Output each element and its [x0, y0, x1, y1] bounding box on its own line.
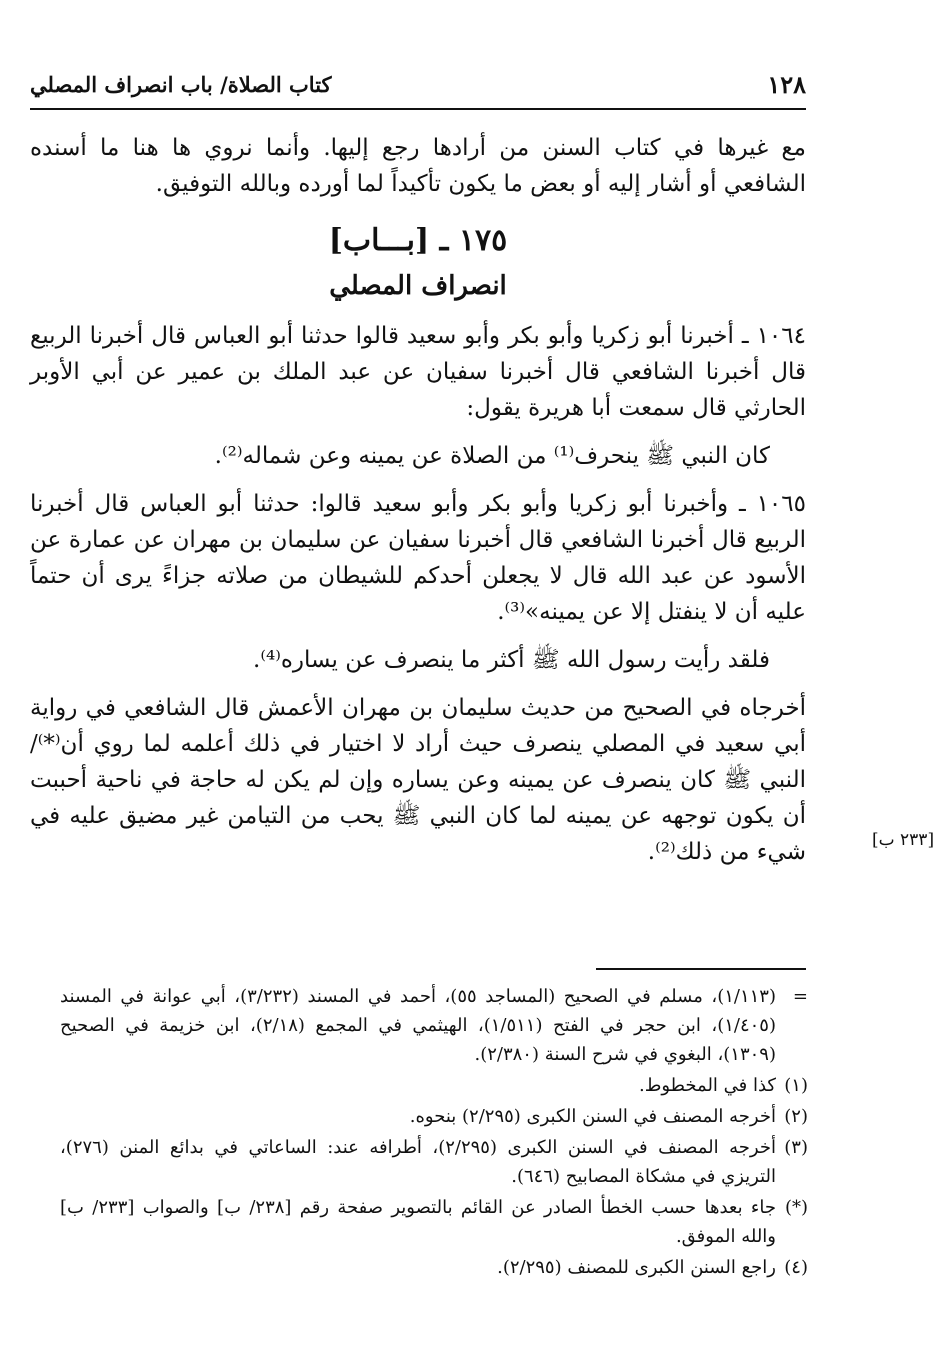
footnote-text: (١/١١٣)، مسلم في الصحيح (المساجد ٥٥)، أحمد في المسند (٣/٢٣٢)، أبي عوانة في المسند (١/٤٠٥)، ابن حجر في الفتح (١/٥١١)، الهيثمي في المجمع (٢/١٨)، ابن خزيمة في الصحيح (١٣٠٩)، البغوي في شرح السنة (٢/٣٨٠). [60, 986, 776, 1065]
footnote-mark: (١) [784, 1075, 808, 1096]
page-number: ١٢٨ [767, 70, 806, 99]
footnote-separator [596, 968, 806, 970]
footnote-item [60, 1133, 808, 1191]
footnote-item [60, 1102, 808, 1131]
footnote-mark: (٣) [784, 1137, 808, 1158]
chapter-number: ١٧٥ ـ [بـــاب] [328, 223, 508, 258]
footnote-mark: = [792, 986, 808, 1007]
footnote-item [60, 1193, 808, 1251]
footnote-text: جاء بعدها حسب الخطأ الصادر عن القائم بالتصوير صفحة رقم [٢٣٨/ ب] والصواب [٢٣٣/ ب] والله الموفق. [60, 1197, 776, 1247]
page-header [30, 68, 806, 110]
hadith-1064-chain: ١٠٦٤ ـ أخبرنا أبو زكريا وأبو بكر وأبو سعيد قالوا حدثنا أبو العباس قال أخبرنا الربيع قال أخبرنا الشافعي قال أخبرنا سفيان عن عبد الملك بن عمير عن أبي الأوبر الحارثي قال سمعت أبا هريرة يقول: [30, 323, 806, 421]
footnote-mark: (*) [784, 1197, 808, 1218]
running-head: كتاب الصلاة/ باب انصراف المصلي [30, 72, 332, 97]
commentary-part-1: أخرجاه في الصحيح من حديث سليمان بن مهران الأعمش قال الشافعي في رواية أبي سعيد في المصلي ينصرف حيث أراد لا اختيار في ذلك أعلمه لما روي [30, 695, 807, 757]
commentary-part-2: أن⁽*⁾/ النبي ﷺ كان ينصرف عن يمينه وعن يساره وإن لم يكن له حاجة في ناحية أحببت أن يكون توجهه عن يمينه لما كان النبي ﷺ يحب من التيامن غير مضيق عليه في شيء من ذلك⁽²⁾. [30, 731, 806, 865]
footnote-text: أخرجه المصنف في السنن الكبرى (٢/٢٩٥)، أطرافه عند: الساعاتي في بدائع المنن (٢٧٦)، التريزي في مشكاة المصابيح (٦٤٦). [60, 1137, 776, 1187]
footnote-item [60, 1253, 808, 1282]
hadith-1065-chain: ١٠٦٥ ـ وأخبرنا أبو زكريا وأبو بكر وأبو سعيد قالوا: حدثنا أبو العباس قال أخبرنا الربيع قال أخبرنا الشافعي قال أخبرنا سفيان عن سليمان بن مهران عن عمارة عن الأسود عن عبد الله قال لا يجعلن أحدكم للشيطان من صلاته جزاءً يرى أن حتماً عليه أن لا ينفتل إلا عن يمينه»⁽³⁾. [30, 491, 806, 625]
footnote-text: كذا في المخطوط. [638, 1075, 776, 1096]
footnote-mark: (٤) [784, 1257, 808, 1278]
footnote-mark: (٢) [784, 1106, 808, 1127]
chapter-title: انصراف المصلي [329, 271, 507, 301]
footnote-item [60, 982, 808, 1069]
main-text [30, 130, 806, 870]
footnote-text: أخرجه المصنف في السنن الكبرى (٢/٢٩٥) بنحوه. [409, 1106, 776, 1127]
footnote-text: راجع السنن الكبرى للمصنف (٢/٢٩٥). [497, 1257, 776, 1278]
intro-paragraph: مع غيرها في كتاب السنن من أرادها رجع إليها. وأنما نروي ها هنا ما أسنده الشافعي أو أشار إليه أو بعض ما يكون تأكيداً لما أورده وبالله التوفيق. [30, 135, 806, 197]
hadith-1064-text: كان النبي ﷺ ينحرف⁽¹⁾ من الصلاة عن يمينه وعن شماله⁽²⁾. [214, 443, 770, 469]
margin-folio-note: [٢٣٣ ب] [872, 830, 934, 850]
hadith-1065-text: فلقد رأيت رسول الله ﷺ أكثر ما ينصرف عن يساره⁽⁴⁾. [253, 647, 770, 673]
footnotes [60, 982, 808, 1284]
commentary-paragraph [30, 690, 806, 870]
footnote-item [60, 1071, 808, 1100]
